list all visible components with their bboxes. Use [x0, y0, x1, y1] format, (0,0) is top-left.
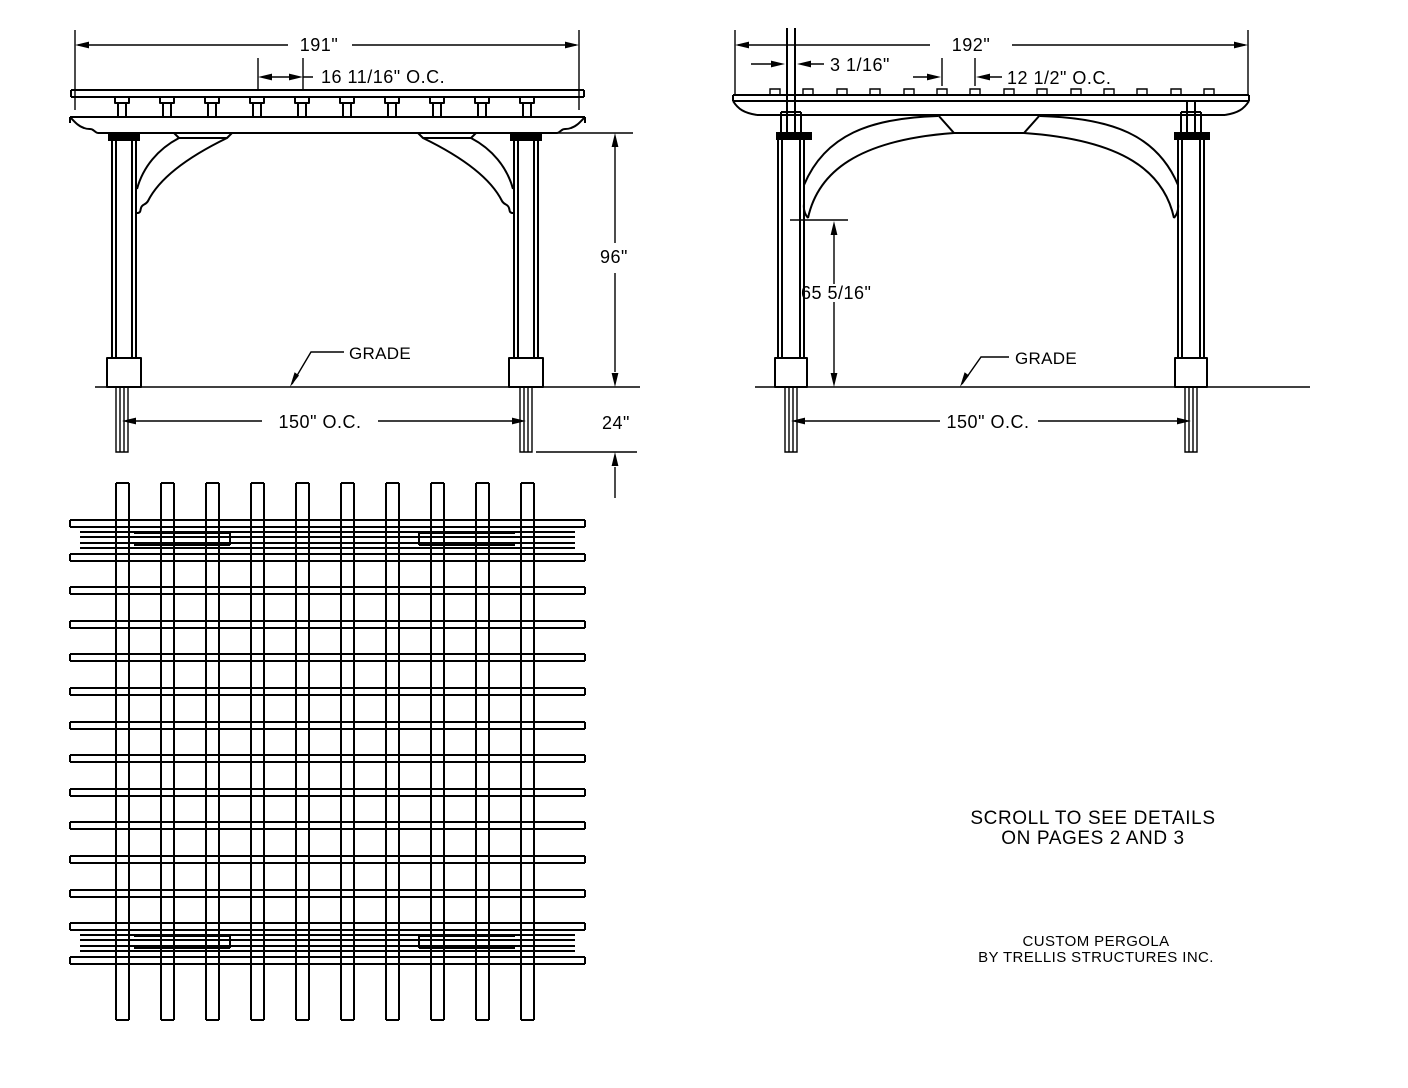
side-grade-label: GRADE	[1015, 349, 1077, 368]
front-dimension-arrows	[75, 42, 618, 466]
side-post-spacing-label: 150" O.C.	[946, 412, 1030, 432]
side-dimension-arrows	[735, 42, 1248, 425]
plan-purlins	[70, 587, 585, 897]
front-posts	[112, 141, 538, 358]
front-knee-braces	[136, 133, 514, 213]
plan-top-beam-band	[70, 520, 585, 561]
front-height-dimension-label: 96"	[600, 247, 628, 267]
front-grade-label: GRADE	[349, 344, 411, 363]
side-purlin-spacing-label: 12 1/2" O.C.	[1007, 68, 1112, 88]
side-arch-height-label: 65 5/16"	[801, 283, 872, 303]
side-post-bases	[775, 358, 1207, 387]
front-post-bases	[107, 358, 543, 387]
side-arch-keystone	[938, 115, 1040, 133]
front-roof-band	[71, 90, 584, 97]
front-elevation-view	[70, 30, 640, 498]
front-beam	[70, 117, 585, 133]
front-post-spacing-label: 150" O.C.	[278, 412, 362, 432]
front-post-capitals	[108, 133, 542, 141]
side-elevation-view	[733, 28, 1310, 452]
title-line-1: CUSTOM PERGOLA	[1022, 933, 1170, 950]
side-posts	[778, 140, 1204, 358]
side-rafter-thickness-label: 3 1/16"	[830, 55, 890, 75]
front-width-dimension-label: 191"	[299, 35, 339, 55]
notes-line-1: SCROLL TO SEE DETAILS	[970, 808, 1216, 829]
plan-view	[70, 483, 585, 1020]
front-footing-depth-label: 24"	[602, 413, 630, 433]
title-line-2: BY TRELLIS STRUCTURES INC.	[978, 949, 1214, 966]
notes-line-2: ON PAGES 2 AND 3	[1001, 828, 1185, 849]
front-rafter-spacing-label: 16 11/16" O.C.	[321, 67, 446, 87]
side-beam	[733, 95, 1249, 115]
plan-knee-braces	[134, 533, 515, 948]
plan-bottom-beam-band	[70, 923, 585, 964]
title-block	[978, 933, 1214, 966]
notes-block	[970, 808, 1215, 849]
front-rafter-tails	[115, 97, 534, 117]
side-width-dimension-label: 192"	[951, 35, 991, 55]
